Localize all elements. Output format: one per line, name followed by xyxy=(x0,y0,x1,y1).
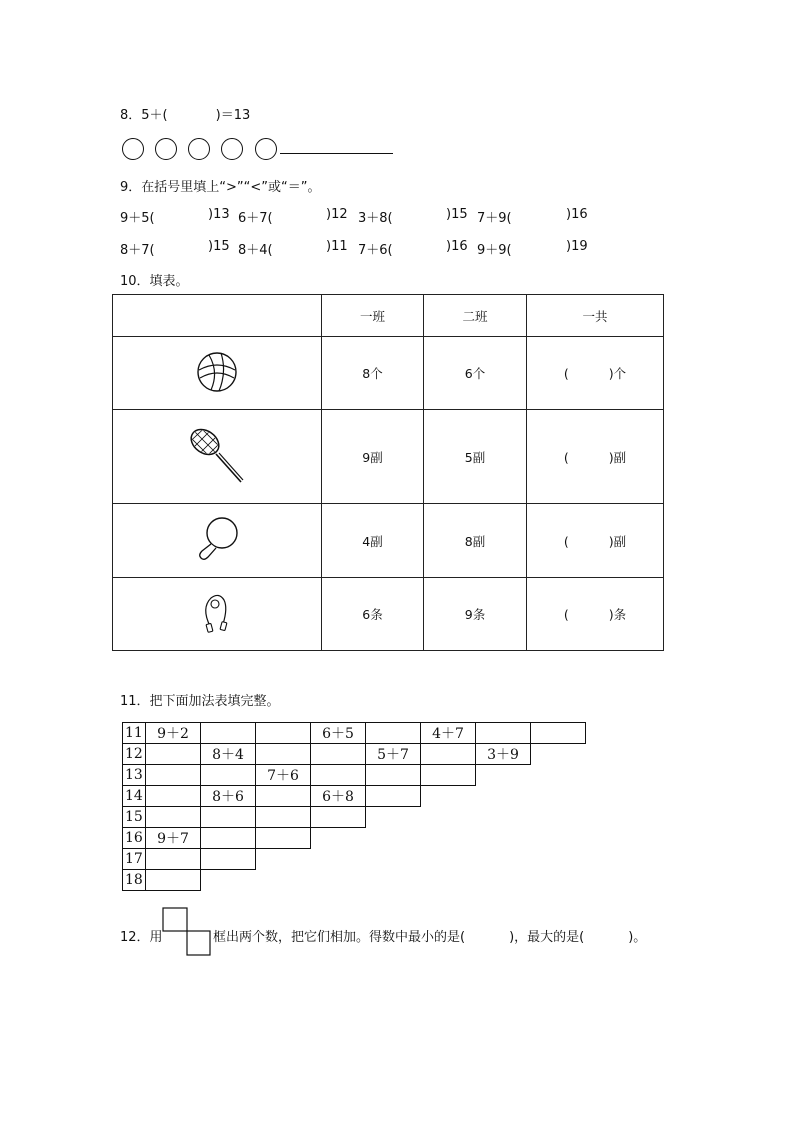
total-blank[interactable] xyxy=(527,337,664,410)
q9-expr: 3＋8( xyxy=(358,211,393,226)
addition-blank-cell[interactable] xyxy=(200,848,256,870)
addition-cell: 6＋8 xyxy=(310,785,366,807)
addition-cell: 9＋7 xyxy=(145,827,201,849)
addition-blank-cell[interactable] xyxy=(255,827,311,849)
header-class-1: 一班 xyxy=(322,295,424,337)
addition-cell: 9＋2 xyxy=(145,722,201,744)
close-paren-unit: )个 xyxy=(608,366,627,381)
addition-blank-cell[interactable] xyxy=(420,764,476,786)
table-row xyxy=(113,337,664,410)
q9-expr: 8＋7( xyxy=(120,243,155,258)
addition-blank-cell[interactable] xyxy=(310,806,366,828)
class2-count: 9条 xyxy=(424,578,527,651)
q9-result: )12 xyxy=(326,207,348,222)
addition-blank-cell[interactable] xyxy=(365,722,421,744)
header-blank xyxy=(113,295,322,337)
table-header-row xyxy=(113,295,664,337)
q9-result: )15 xyxy=(208,239,230,254)
answer-circle-3[interactable] xyxy=(188,138,210,160)
q9-result: )15 xyxy=(446,207,468,222)
class2-count: 5副 xyxy=(424,410,527,504)
q8-tail: )＝13 xyxy=(215,108,251,123)
q12-mid: )，最大的是( xyxy=(509,930,585,945)
addition-blank-cell[interactable] xyxy=(145,806,201,828)
addition-cell: 8＋6 xyxy=(200,785,256,807)
row-sum-label: 15 xyxy=(122,806,146,828)
table-row xyxy=(113,410,664,504)
class2-count: 8副 xyxy=(424,504,527,578)
q9-expr: 8＋4( xyxy=(238,243,273,258)
class1-count: 4副 xyxy=(322,504,424,578)
addition-blank-cell[interactable] xyxy=(145,764,201,786)
addition-cell: 8＋4 xyxy=(200,743,256,765)
close-paren-unit: )条 xyxy=(608,607,627,622)
total-blank[interactable] xyxy=(527,410,664,504)
q8-label: 8．5＋( xyxy=(120,108,168,123)
addition-blank-cell[interactable] xyxy=(365,785,421,807)
close-paren-unit: )副 xyxy=(608,533,627,549)
q9-result: )13 xyxy=(208,207,230,222)
row-sum-label: 18 xyxy=(122,869,146,891)
answer-line[interactable] xyxy=(280,153,393,154)
addition-blank-cell[interactable] xyxy=(420,743,476,765)
row-sum-label: 14 xyxy=(122,785,146,807)
addition-cell: 7＋6 xyxy=(255,764,311,786)
header-total: 一共 xyxy=(527,295,664,337)
addition-cell: 6＋5 xyxy=(310,722,366,744)
q11-instruction: 11．把下面加法表填完整。 xyxy=(120,694,280,709)
tennis-racket-icon xyxy=(113,410,322,504)
q9-row-1 xyxy=(120,207,600,225)
close-paren-unit: )副 xyxy=(608,449,627,465)
addition-blank-cell[interactable] xyxy=(145,848,201,870)
q12-text: 框出两个数，把它们相加。得数中最小的是( xyxy=(213,930,466,945)
addition-blank-cell[interactable] xyxy=(200,722,256,744)
q12-end: )。 xyxy=(628,930,647,945)
addition-blank-cell[interactable] xyxy=(475,722,531,744)
open-paren: ( xyxy=(563,607,569,622)
q9-result: )11 xyxy=(326,239,348,254)
addition-blank-cell[interactable] xyxy=(145,869,201,891)
addition-blank-cell[interactable] xyxy=(255,743,311,765)
q9-expr: 9＋5( xyxy=(120,211,155,226)
row-sum-label: 13 xyxy=(122,764,146,786)
q9-expr: 7＋6( xyxy=(358,243,393,258)
basketball-icon xyxy=(113,337,322,410)
addition-blank-cell[interactable] xyxy=(200,827,256,849)
q12-text-line xyxy=(213,926,646,945)
q10-instruction: 10．填表。 xyxy=(120,274,189,289)
open-paren: ( xyxy=(563,366,569,381)
sports-equipment-table xyxy=(112,294,664,651)
addition-blank-cell[interactable] xyxy=(310,764,366,786)
answer-circle-5[interactable] xyxy=(255,138,277,160)
addition-blank-cell[interactable] xyxy=(255,785,311,807)
total-blank[interactable] xyxy=(527,504,664,578)
addition-blank-cell[interactable] xyxy=(145,743,201,765)
q9-expr: 9＋9( xyxy=(477,243,512,258)
row-sum-label: 16 xyxy=(122,827,146,849)
addition-blank-cell[interactable] xyxy=(200,764,256,786)
q9-row-2 xyxy=(120,239,600,257)
two-cell-frame-icon xyxy=(162,907,212,957)
class2-count: 6个 xyxy=(424,337,527,410)
table-row xyxy=(113,504,664,578)
addition-blank-cell[interactable] xyxy=(530,722,586,744)
table-row xyxy=(113,578,664,651)
addition-blank-cell[interactable] xyxy=(255,722,311,744)
addition-blank-cell[interactable] xyxy=(200,806,256,828)
row-sum-label: 11 xyxy=(122,722,146,744)
q9-result: )16 xyxy=(446,239,468,254)
answer-circle-1[interactable] xyxy=(122,138,144,160)
jump-rope-icon xyxy=(113,578,322,651)
answer-circle-2[interactable] xyxy=(155,138,177,160)
q12-prefix: 12．用 xyxy=(120,930,163,945)
q9-result: )19 xyxy=(566,239,588,254)
q9-result: )16 xyxy=(566,207,588,222)
class1-count: 9副 xyxy=(322,410,424,504)
class1-count: 8个 xyxy=(322,337,424,410)
q9-expr: 6＋7( xyxy=(238,211,273,226)
row-sum-label: 17 xyxy=(122,848,146,870)
q9-expr: 7＋9( xyxy=(477,211,512,226)
addition-cell: 3＋9 xyxy=(475,743,531,765)
addition-blank-cell[interactable] xyxy=(365,764,421,786)
row-sum-label: 12 xyxy=(122,743,146,765)
addition-cell: 4＋7 xyxy=(420,722,476,744)
ping-pong-paddle-icon xyxy=(113,504,322,578)
addition-cell: 5＋7 xyxy=(365,743,421,765)
answer-circle-4[interactable] xyxy=(221,138,243,160)
open-paren: ( xyxy=(563,533,569,549)
addition-blank-cell[interactable] xyxy=(255,806,311,828)
header-class-2: 二班 xyxy=(424,295,527,337)
open-paren: ( xyxy=(563,449,569,465)
q9-instruction: 9．在括号里填上“>”“<”或“＝”。 xyxy=(120,180,321,195)
q8-line xyxy=(120,104,250,123)
addition-blank-cell[interactable] xyxy=(310,743,366,765)
total-blank[interactable] xyxy=(527,578,664,651)
class1-count: 6条 xyxy=(322,578,424,651)
addition-blank-cell[interactable] xyxy=(145,785,201,807)
